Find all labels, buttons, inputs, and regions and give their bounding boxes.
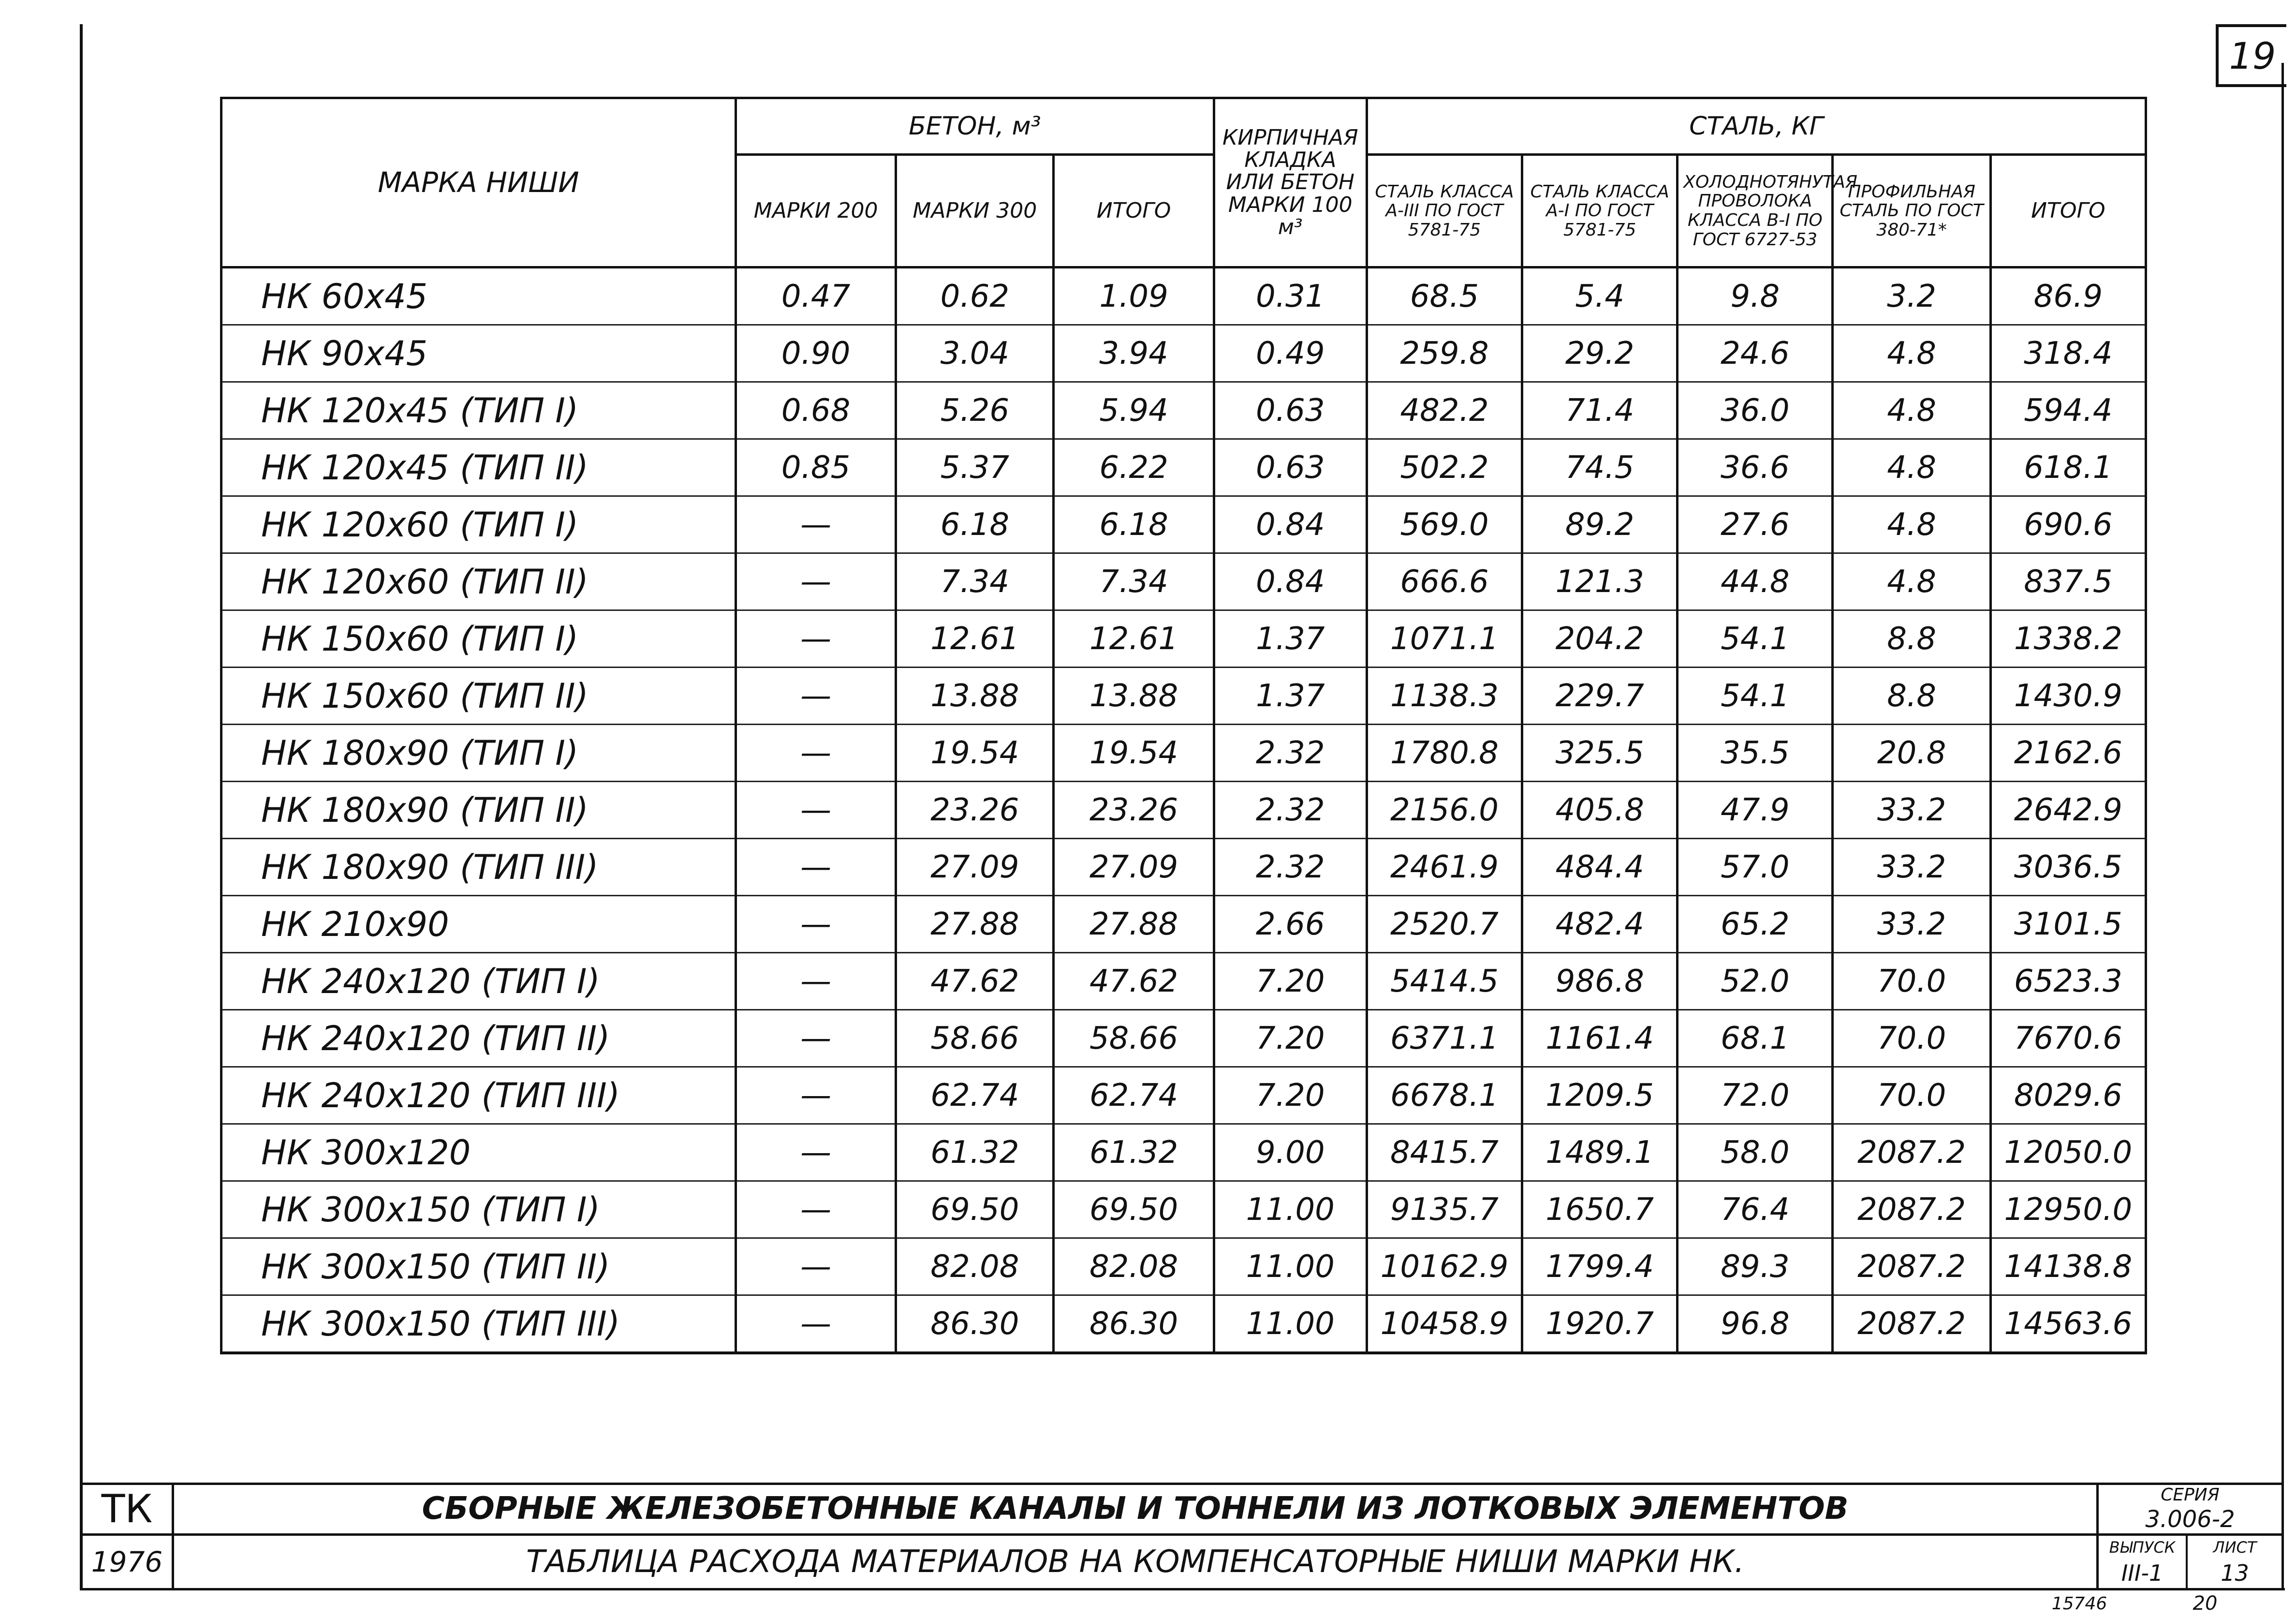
wire-b1-cell: 54.1 xyxy=(1678,610,1833,668)
concrete-300-cell: 0.62 xyxy=(896,267,1054,325)
concrete-300-cell: 5.37 xyxy=(896,439,1054,496)
steel-a1-cell: 1799.4 xyxy=(1522,1238,1678,1295)
footer-number-2: 20 xyxy=(2193,1592,2218,1615)
profile-steel-cell: 3.2 xyxy=(1833,267,1990,325)
wire-b1-cell: 36.6 xyxy=(1678,439,1833,496)
brick-cell: 1.37 xyxy=(1214,668,1367,725)
table-body xyxy=(221,267,2146,1353)
title-line2: ТАБЛИЦА РАСХОДА МАТЕРИАЛОВ НА КОМПЕНСАТОРНЫЕ НИШИ МАРКИ НК. xyxy=(526,1544,1745,1580)
concrete-total-cell: 3.94 xyxy=(1054,325,1214,382)
title-year: 1976 xyxy=(91,1545,163,1578)
header-mark: МАРКА НИШИ xyxy=(221,98,736,267)
concrete-200-cell: — xyxy=(736,896,896,953)
steel-total-cell: 1338.2 xyxy=(1990,610,2146,668)
profile-steel-cell: 2087.2 xyxy=(1833,1181,1990,1238)
concrete-200-cell: — xyxy=(736,1010,896,1067)
brick-cell: 0.63 xyxy=(1214,382,1367,439)
row-name: НК 150х60 (ТИП II) xyxy=(221,668,736,725)
profile-steel-cell: 2087.2 xyxy=(1833,1124,1990,1181)
wire-b1-cell: 52.0 xyxy=(1678,953,1833,1010)
wire-b1-cell: 57.0 xyxy=(1678,839,1833,896)
row-name: НК 120х45 (ТИП II) xyxy=(221,439,736,496)
header-wire-b1: ХОЛОДНОТЯНУТАЯ ПРОВОЛОКА КЛАССА В-I ПО ГОСТ 6727-53 xyxy=(1678,155,1833,267)
wire-b1-cell: 44.8 xyxy=(1678,553,1833,610)
concrete-200-cell: — xyxy=(736,839,896,896)
wire-b1-cell: 72.0 xyxy=(1678,1067,1833,1124)
profile-steel-cell: 8.8 xyxy=(1833,610,1990,668)
concrete-200-cell: — xyxy=(736,1295,896,1353)
profile-steel-cell: 4.8 xyxy=(1833,325,1990,382)
concrete-300-cell: 7.34 xyxy=(896,553,1054,610)
steel-a1-cell: 325.5 xyxy=(1522,725,1678,782)
row-name: НК 240х120 (ТИП III) xyxy=(221,1067,736,1124)
table-row xyxy=(221,896,2146,953)
steel-a1-cell: 89.2 xyxy=(1522,496,1678,553)
table-row xyxy=(221,610,2146,668)
row-name: НК 300х150 (ТИП III) xyxy=(221,1295,736,1353)
row-name: НК 150х60 (ТИП I) xyxy=(221,610,736,668)
wire-b1-cell: 96.8 xyxy=(1678,1295,1833,1353)
header-steel-a3: СТАЛЬ КЛАССА А-III ПО ГОСТ 5781-75 xyxy=(1367,155,1522,267)
row-name: НК 180х90 (ТИП III) xyxy=(221,839,736,896)
steel-a3-cell: 8415.7 xyxy=(1367,1124,1522,1181)
brick-cell: 2.32 xyxy=(1214,725,1367,782)
row-name: НК 300х150 (ТИП II) xyxy=(221,1238,736,1295)
concrete-300-cell: 3.04 xyxy=(896,325,1054,382)
steel-a1-cell: 29.2 xyxy=(1522,325,1678,382)
profile-steel-cell: 33.2 xyxy=(1833,839,1990,896)
header-concrete-200: МАРКИ 200 xyxy=(736,155,896,267)
profile-steel-cell: 8.8 xyxy=(1833,668,1990,725)
steel-total-cell: 2642.9 xyxy=(1990,782,2146,839)
steel-a1-cell: 229.7 xyxy=(1522,668,1678,725)
brick-cell: 11.00 xyxy=(1214,1181,1367,1238)
concrete-300-cell: 69.50 xyxy=(896,1181,1054,1238)
concrete-total-cell: 6.18 xyxy=(1054,496,1214,553)
steel-total-cell: 2162.6 xyxy=(1990,725,2146,782)
brick-cell: 9.00 xyxy=(1214,1124,1367,1181)
header-concrete-group: БЕТОН, м³ xyxy=(736,98,1214,155)
sheet-number: 19 xyxy=(2216,24,2286,87)
table-row xyxy=(221,839,2146,896)
concrete-total-cell: 58.66 xyxy=(1054,1010,1214,1067)
row-name: НК 180х90 (ТИП I) xyxy=(221,725,736,782)
concrete-200-cell: — xyxy=(736,1238,896,1295)
steel-a1-cell: 482.4 xyxy=(1522,896,1678,953)
concrete-300-cell: 27.88 xyxy=(896,896,1054,953)
row-name: НК 90х45 xyxy=(221,325,736,382)
steel-a3-cell: 5414.5 xyxy=(1367,953,1522,1010)
wire-b1-cell: 68.1 xyxy=(1678,1010,1833,1067)
concrete-200-cell: — xyxy=(736,610,896,668)
concrete-total-cell: 6.22 xyxy=(1054,439,1214,496)
concrete-total-cell: 27.09 xyxy=(1054,839,1214,896)
row-name: НК 180х90 (ТИП II) xyxy=(221,782,736,839)
table-row xyxy=(221,1010,2146,1067)
brick-cell: 7.20 xyxy=(1214,953,1367,1010)
wire-b1-cell: 65.2 xyxy=(1678,896,1833,953)
row-name: НК 240х120 (ТИП II) xyxy=(221,1010,736,1067)
table-row xyxy=(221,668,2146,725)
steel-total-cell: 6523.3 xyxy=(1990,953,2146,1010)
concrete-300-cell: 19.54 xyxy=(896,725,1054,782)
concrete-300-cell: 13.88 xyxy=(896,668,1054,725)
concrete-300-cell: 61.32 xyxy=(896,1124,1054,1181)
wire-b1-cell: 54.1 xyxy=(1678,668,1833,725)
concrete-200-cell: — xyxy=(736,953,896,1010)
concrete-200-cell: 0.47 xyxy=(736,267,896,325)
concrete-200-cell: — xyxy=(736,668,896,725)
steel-a3-cell: 259.8 xyxy=(1367,325,1522,382)
concrete-200-cell: — xyxy=(736,1181,896,1238)
concrete-200-cell: 0.68 xyxy=(736,382,896,439)
header-steel-total: ИТОГО xyxy=(1990,155,2146,267)
steel-a3-cell: 502.2 xyxy=(1367,439,1522,496)
steel-a1-cell: 1489.1 xyxy=(1522,1124,1678,1181)
steel-total-cell: 3036.5 xyxy=(1990,839,2146,896)
steel-total-cell: 618.1 xyxy=(1990,439,2146,496)
table-row xyxy=(221,953,2146,1010)
row-name: НК 300х120 xyxy=(221,1124,736,1181)
steel-a3-cell: 1780.8 xyxy=(1367,725,1522,782)
steel-a3-cell: 2461.9 xyxy=(1367,839,1522,896)
row-name: НК 120х45 (ТИП I) xyxy=(221,382,736,439)
concrete-total-cell: 5.94 xyxy=(1054,382,1214,439)
concrete-total-cell: 19.54 xyxy=(1054,725,1214,782)
profile-steel-cell: 70.0 xyxy=(1833,1010,1990,1067)
steel-a1-cell: 1209.5 xyxy=(1522,1067,1678,1124)
header-steel-group: СТАЛЬ, КГ xyxy=(1367,98,2146,155)
profile-steel-cell: 2087.2 xyxy=(1833,1238,1990,1295)
table-row xyxy=(221,325,2146,382)
table-row xyxy=(221,725,2146,782)
profile-steel-cell: 4.8 xyxy=(1833,439,1990,496)
table-row xyxy=(221,1238,2146,1295)
steel-a1-cell: 986.8 xyxy=(1522,953,1678,1010)
brick-cell: 0.84 xyxy=(1214,553,1367,610)
steel-total-cell: 8029.6 xyxy=(1990,1067,2146,1124)
row-name: НК 240х120 (ТИП I) xyxy=(221,953,736,1010)
steel-total-cell: 837.5 xyxy=(1990,553,2146,610)
steel-total-cell: 12950.0 xyxy=(1990,1181,2146,1238)
steel-a1-cell: 1920.7 xyxy=(1522,1295,1678,1353)
header-profile-steel: ПРОФИЛЬНАЯ СТАЛЬ ПО ГОСТ 380-71* xyxy=(1833,155,1990,267)
steel-total-cell: 3101.5 xyxy=(1990,896,2146,953)
profile-steel-cell: 4.8 xyxy=(1833,496,1990,553)
brick-cell: 0.31 xyxy=(1214,267,1367,325)
profile-steel-cell: 20.8 xyxy=(1833,725,1990,782)
concrete-total-cell: 13.88 xyxy=(1054,668,1214,725)
steel-a3-cell: 9135.7 xyxy=(1367,1181,1522,1238)
concrete-200-cell: 0.85 xyxy=(736,439,896,496)
steel-total-cell: 86.9 xyxy=(1990,267,2146,325)
concrete-total-cell: 69.50 xyxy=(1054,1181,1214,1238)
concrete-200-cell: — xyxy=(736,725,896,782)
concrete-300-cell: 12.61 xyxy=(896,610,1054,668)
profile-steel-cell: 70.0 xyxy=(1833,953,1990,1010)
frame-left-border xyxy=(80,24,83,1589)
concrete-200-cell: — xyxy=(736,1067,896,1124)
frame-right-border xyxy=(2281,63,2284,1589)
header-steel-a1: СТАЛЬ КЛАССА А-I ПО ГОСТ 5781-75 xyxy=(1522,155,1678,267)
brick-cell: 2.66 xyxy=(1214,896,1367,953)
row-name: НК 300х150 (ТИП I) xyxy=(221,1181,736,1238)
brick-cell: 0.63 xyxy=(1214,439,1367,496)
profile-steel-cell: 2087.2 xyxy=(1833,1295,1990,1353)
brick-cell: 7.20 xyxy=(1214,1010,1367,1067)
header-concrete-total: ИТОГО xyxy=(1054,155,1214,267)
brick-cell: 2.32 xyxy=(1214,782,1367,839)
table-row xyxy=(221,782,2146,839)
steel-a3-cell: 10458.9 xyxy=(1367,1295,1522,1353)
steel-a3-cell: 1071.1 xyxy=(1367,610,1522,668)
concrete-300-cell: 58.66 xyxy=(896,1010,1054,1067)
profile-steel-cell: 33.2 xyxy=(1833,896,1990,953)
brick-cell: 1.37 xyxy=(1214,610,1367,668)
wire-b1-cell: 89.3 xyxy=(1678,1238,1833,1295)
concrete-200-cell: — xyxy=(736,496,896,553)
steel-total-cell: 318.4 xyxy=(1990,325,2146,382)
steel-a3-cell: 10162.9 xyxy=(1367,1238,1522,1295)
series-value: 3.006-2 xyxy=(2145,1506,2235,1533)
table-row xyxy=(221,1067,2146,1124)
profile-steel-cell: 4.8 xyxy=(1833,553,1990,610)
concrete-200-cell: 0.90 xyxy=(736,325,896,382)
steel-a1-cell: 204.2 xyxy=(1522,610,1678,668)
wire-b1-cell: 58.0 xyxy=(1678,1124,1833,1181)
brick-cell: 11.00 xyxy=(1214,1295,1367,1353)
row-name: НК 210х90 xyxy=(221,896,736,953)
concrete-total-cell: 62.74 xyxy=(1054,1067,1214,1124)
row-name: НК 60х45 xyxy=(221,267,736,325)
concrete-300-cell: 86.30 xyxy=(896,1295,1054,1353)
steel-a3-cell: 482.2 xyxy=(1367,382,1522,439)
concrete-300-cell: 6.18 xyxy=(896,496,1054,553)
table-row xyxy=(221,1295,2146,1353)
brick-cell: 2.32 xyxy=(1214,839,1367,896)
concrete-200-cell: — xyxy=(736,782,896,839)
steel-a3-cell: 68.5 xyxy=(1367,267,1522,325)
brick-cell: 11.00 xyxy=(1214,1238,1367,1295)
table-row xyxy=(221,1124,2146,1181)
steel-a1-cell: 74.5 xyxy=(1522,439,1678,496)
steel-a3-cell: 666.6 xyxy=(1367,553,1522,610)
table-row xyxy=(221,553,2146,610)
header-concrete-300: МАРКИ 300 xyxy=(896,155,1054,267)
steel-a3-cell: 6371.1 xyxy=(1367,1010,1522,1067)
concrete-total-cell: 27.88 xyxy=(1054,896,1214,953)
brick-cell: 0.49 xyxy=(1214,325,1367,382)
wire-b1-cell: 76.4 xyxy=(1678,1181,1833,1238)
steel-a3-cell: 2520.7 xyxy=(1367,896,1522,953)
profile-steel-cell: 70.0 xyxy=(1833,1067,1990,1124)
wire-b1-cell: 24.6 xyxy=(1678,325,1833,382)
steel-a1-cell: 405.8 xyxy=(1522,782,1678,839)
series-label: СЕРИЯ xyxy=(2161,1484,2220,1505)
concrete-300-cell: 47.62 xyxy=(896,953,1054,1010)
steel-total-cell: 1430.9 xyxy=(1990,668,2146,725)
steel-a3-cell: 6678.1 xyxy=(1367,1067,1522,1124)
steel-a3-cell: 569.0 xyxy=(1367,496,1522,553)
wire-b1-cell: 47.9 xyxy=(1678,782,1833,839)
steel-a1-cell: 71.4 xyxy=(1522,382,1678,439)
sheet-value: 13 xyxy=(2221,1560,2249,1586)
concrete-300-cell: 82.08 xyxy=(896,1238,1054,1295)
concrete-total-cell: 47.62 xyxy=(1054,953,1214,1010)
steel-a1-cell: 5.4 xyxy=(1522,267,1678,325)
materials-table xyxy=(220,97,2147,1354)
title-line1: СБОРНЫЕ ЖЕЛЕЗОБЕТОННЫЕ КАНАЛЫ И ТОННЕЛИ ИЗ ЛОТКОВЫХ ЭЛЕМЕНТОВ xyxy=(422,1491,1849,1527)
header-brick: КИРПИЧНАЯ КЛАДКА ИЛИ БЕТОН МАРКИ 100 м³ xyxy=(1214,98,1367,267)
wire-b1-cell: 27.6 xyxy=(1678,496,1833,553)
row-name: НК 120х60 (ТИП II) xyxy=(221,553,736,610)
steel-total-cell: 7670.6 xyxy=(1990,1010,2146,1067)
profile-steel-cell: 33.2 xyxy=(1833,782,1990,839)
table-row xyxy=(221,439,2146,496)
table-row xyxy=(221,1181,2146,1238)
concrete-total-cell: 86.30 xyxy=(1054,1295,1214,1353)
concrete-total-cell: 1.09 xyxy=(1054,267,1214,325)
steel-a1-cell: 1161.4 xyxy=(1522,1010,1678,1067)
wire-b1-cell: 36.0 xyxy=(1678,382,1833,439)
steel-a3-cell: 1138.3 xyxy=(1367,668,1522,725)
concrete-200-cell: — xyxy=(736,1124,896,1181)
steel-total-cell: 14563.6 xyxy=(1990,1295,2146,1353)
title-block-divider-issue xyxy=(2186,1533,2188,1588)
brick-cell: 7.20 xyxy=(1214,1067,1367,1124)
concrete-total-cell: 82.08 xyxy=(1054,1238,1214,1295)
concrete-300-cell: 5.26 xyxy=(896,382,1054,439)
steel-a3-cell: 2156.0 xyxy=(1367,782,1522,839)
concrete-300-cell: 23.26 xyxy=(896,782,1054,839)
steel-total-cell: 594.4 xyxy=(1990,382,2146,439)
table-row xyxy=(221,496,2146,553)
brick-cell: 0.84 xyxy=(1214,496,1367,553)
concrete-total-cell: 61.32 xyxy=(1054,1124,1214,1181)
steel-total-cell: 690.6 xyxy=(1990,496,2146,553)
concrete-300-cell: 62.74 xyxy=(896,1067,1054,1124)
concrete-200-cell: — xyxy=(736,553,896,610)
row-name: НК 120х60 (ТИП I) xyxy=(221,496,736,553)
table-row xyxy=(221,267,2146,325)
concrete-total-cell: 23.26 xyxy=(1054,782,1214,839)
steel-a1-cell: 484.4 xyxy=(1522,839,1678,896)
issue-value: III-1 xyxy=(2121,1560,2164,1586)
concrete-300-cell: 27.09 xyxy=(896,839,1054,896)
steel-a1-cell: 1650.7 xyxy=(1522,1181,1678,1238)
wire-b1-cell: 9.8 xyxy=(1678,267,1833,325)
sheet-label: ЛИСТ xyxy=(2213,1538,2257,1557)
issue-label: ВЫПУСК xyxy=(2109,1538,2176,1557)
footer-number-1: 15746 xyxy=(2051,1593,2107,1614)
wire-b1-cell: 35.5 xyxy=(1678,725,1833,782)
table-row xyxy=(221,382,2146,439)
steel-total-cell: 12050.0 xyxy=(1990,1124,2146,1181)
profile-steel-cell: 4.8 xyxy=(1833,382,1990,439)
title-code: ТК xyxy=(101,1486,153,1531)
steel-total-cell: 14138.8 xyxy=(1990,1238,2146,1295)
concrete-total-cell: 7.34 xyxy=(1054,553,1214,610)
steel-a1-cell: 121.3 xyxy=(1522,553,1678,610)
concrete-total-cell: 12.61 xyxy=(1054,610,1214,668)
